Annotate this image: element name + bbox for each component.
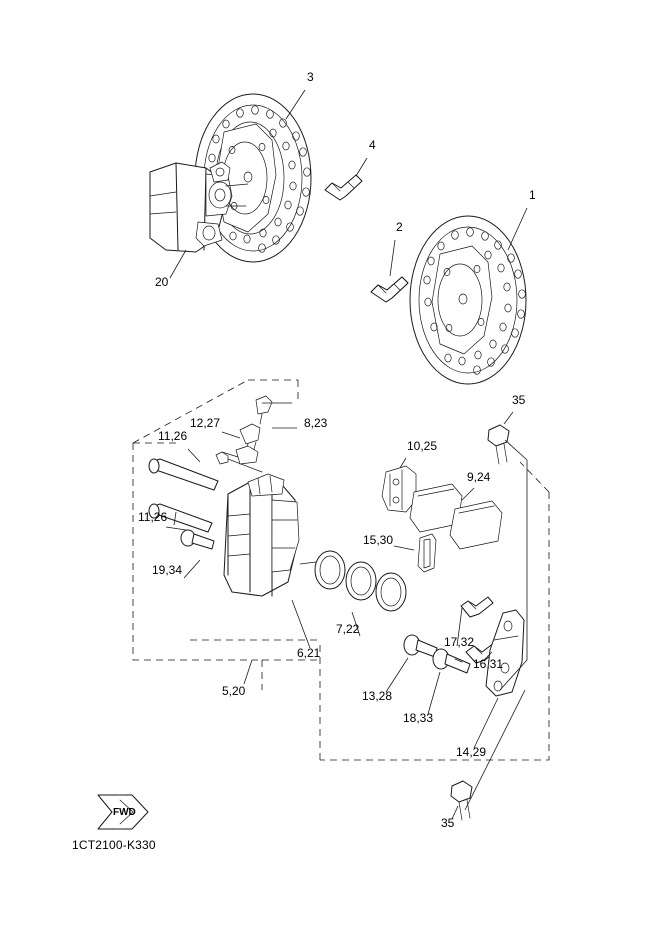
callout-7-22: 7,22: [336, 622, 360, 636]
callout-11-26-upper: 11,26: [158, 429, 188, 443]
pad-spring-10-25: [382, 466, 416, 512]
callout-9-24: 9,24: [467, 470, 491, 484]
callout-17-32: 17,32: [444, 635, 475, 649]
bolt-19-34: [181, 530, 214, 549]
bolt-2: [371, 277, 408, 302]
callout-19-34: 19,34: [152, 563, 183, 577]
callout-8-23: 8,23: [304, 416, 328, 430]
part-number-label: 1CT2100-K330: [72, 838, 156, 852]
callout-14-29: 14,29: [456, 745, 487, 759]
callout-15-30: 15,30: [363, 533, 394, 547]
caliper-body-exploded: [216, 452, 299, 596]
callout-4: 4: [369, 138, 376, 152]
callout-2: 2: [396, 220, 403, 234]
fwd-label: FWD: [113, 807, 136, 818]
bleed-screw-group: [236, 396, 292, 464]
callout-18-33: 18,33: [403, 711, 434, 725]
callout-35-bottom: 35: [441, 816, 455, 830]
callout-20: 20: [155, 275, 169, 289]
bolt-4: [325, 175, 362, 200]
callout-13-28: 13,28: [362, 689, 393, 703]
callout-5-20: 5,20: [222, 684, 246, 698]
callout-12-27: 12,27: [190, 416, 221, 430]
pistons-7-22: [300, 551, 406, 611]
pad-shim-15-30: [418, 534, 436, 572]
callout-1: 1: [529, 188, 536, 202]
callout-35-top: 35: [512, 393, 526, 407]
front-brake-disc-1: [410, 216, 526, 384]
callout-16-31: 16,31: [473, 657, 504, 671]
callout-3: 3: [307, 70, 314, 84]
callout-11-26-lower: 11,26: [138, 510, 168, 524]
callout-6-21: 6,21: [297, 646, 321, 660]
caliper-bracket-14-29: [486, 610, 524, 696]
callout-10-25: 10,25: [407, 439, 438, 453]
